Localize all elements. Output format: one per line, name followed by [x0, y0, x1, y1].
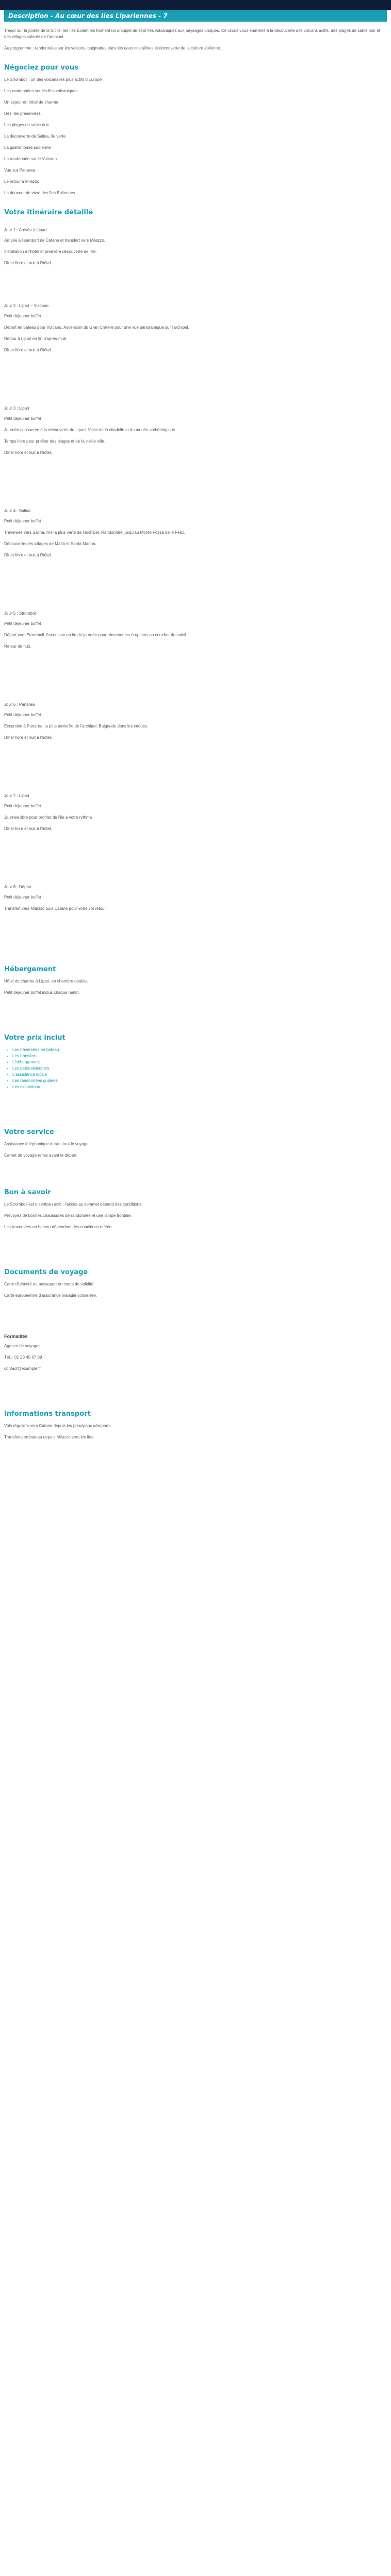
day-paragraph: Journée libre pour profiter de l'île à votre rythme. [4, 815, 93, 820]
contact-phone: Tél. : 01 23 45 67 89 [4, 1355, 42, 1360]
service-paragraph: Carnet de voyage remis avant le départ. [4, 1153, 78, 1158]
day-paragraph: Petit déjeuner buffet [4, 713, 41, 717]
day-title: Jour 6 : Panarea [4, 702, 35, 707]
reason-item: Des îles préservées [4, 111, 41, 116]
reason-item: Les randonnées sur les îles volcaniques [4, 89, 78, 93]
section-title-goodtoknow: Bon à savoir [4, 1189, 51, 1196]
reason-item: Un séjour en hôtel de charme [4, 100, 58, 105]
day-paragraph: Dîner libre et nuit à l'hôtel. [4, 735, 52, 740]
reason-item: Les plages de sable noir [4, 123, 49, 127]
info-paragraph: Vols réguliers vers Catane depuis les principaux aéroports. [4, 1423, 112, 1428]
day-paragraph: Petit déjeuner buffet [4, 804, 41, 808]
day-paragraph: Départ vers Stromboli. Ascension en fin de journée pour observer les éruptions au coucher du soleil. [4, 633, 187, 637]
day-paragraph: Petit déjeuner buffet [4, 895, 41, 900]
day-paragraph: Transfert vers Milazzo puis Catane pour votre vol retour. [4, 906, 107, 911]
section-title-service: Votre service [4, 1128, 54, 1136]
day-paragraph: Départ en bateau pour Vulcano. Ascension du Gran Cratere pour une vue panoramique sur l'archipel. [4, 325, 189, 330]
day-title: Jour 7 : Lipari [4, 793, 29, 798]
intro-paragraph-2: Au programme : randonnées sur les volcans, baignades dans les eaux cristallines et découverte de la culture éolienne. [4, 46, 221, 50]
section-title-documents: Documents de voyage [4, 1268, 88, 1276]
list-item: • Les randonnées guidées [12, 1078, 387, 1084]
day-paragraph: Traversée vers Salina, l'île la plus verte de l'archipel. Randonnée jusqu'au Monte Fossa delle Felci. [4, 530, 185, 535]
goodtoknow-paragraph: Le Stromboli est un volcan actif : l'accès au sommet dépend des conditions. [4, 1202, 143, 1207]
day-paragraph: Retour à Lipari en fin d'après-midi. [4, 336, 68, 341]
day-paragraph: Découverte des villages de Malfa et Santa Marina. [4, 541, 96, 546]
list-item: • Les petits déjeuners [12, 1065, 387, 1072]
included-paragraph: Petit déjeuner buffet inclus chaque matin. [4, 990, 80, 995]
day-paragraph: Arrivée à l'aéroport de Catane et transfert vers Milazzo. [4, 238, 105, 243]
day-title: Jour 1 : Arrivée à Lipari [4, 228, 47, 232]
section-title-included: Hébergement [4, 965, 56, 973]
day-paragraph: Petit déjeuner buffet [4, 621, 41, 626]
section-title-info: Informations transport [4, 1410, 91, 1418]
reason-item: Vue sur Panarea [4, 168, 35, 173]
day-title: Jour 8 : Départ [4, 885, 31, 889]
included-paragraph: Hôtel de charme à Lipari, en chambre double. [4, 979, 88, 984]
goodtoknow-paragraph: Les traversées en bateau dépendent des conditions météo. [4, 1225, 113, 1229]
section-title-reasons: Négociez pour vous [4, 64, 78, 72]
section-title-itinerary: Votre itinéraire détaillé [4, 209, 93, 216]
reason-item: La découverte de Salina, île verte [4, 134, 66, 139]
list-item: • L'hébergement [12, 1059, 387, 1065]
reason-item: La randonnée sur le Vulcano [4, 157, 57, 161]
info-paragraph: Transferts en bateau depuis Milazzo vers les îles. [4, 1435, 95, 1439]
day-title: Jour 5 : Stromboli [4, 611, 37, 616]
top-bar [0, 0, 391, 10]
service-paragraph: Assistance téléphonique durant tout le voyage. [4, 1142, 90, 1146]
reason-item: Le Stromboli : un des volcans les plus actifs d'Europe [4, 77, 102, 82]
day-paragraph: Petit déjeuner buffet [4, 416, 41, 421]
day-paragraph: Retour de nuit. [4, 644, 31, 649]
reason-item: La douceur de vivre des îles Éoliennes [4, 191, 75, 195]
list-item: • Les transferts [12, 1053, 387, 1059]
day-title: Jour 2 : Lipari – Vulcano [4, 303, 48, 308]
day-title: Jour 4 : Salina [4, 509, 31, 513]
day-paragraph: Petit déjeuner buffet [4, 519, 41, 523]
documents-paragraph: Carte européenne d'assurance maladie conseillée. [4, 1293, 97, 1298]
title-band [4, 10, 387, 22]
prices-list [4, 1047, 387, 1090]
reason-item: Le retour à Milazzo [4, 179, 40, 184]
contact-email[interactable]: contact@example.fr [4, 1366, 41, 1371]
content [0, 22, 391, 1440]
day-paragraph: Dîner libre et nuit à l'hôtel. [4, 553, 52, 557]
contact-line: Agence de voyages [4, 1344, 41, 1348]
day-paragraph: Dîner libre et nuit à l'hôtel. [4, 348, 52, 352]
list-item: • Les traversées en bateau [12, 1047, 387, 1053]
contact-heading: Formalités [4, 1334, 28, 1339]
documents-paragraph: Carte d'identité ou passeport en cours de validité. [4, 1282, 95, 1286]
day-paragraph: Excursion à Panarea, la plus petite île de l'archipel. Baignade dans les criques. [4, 724, 149, 728]
day-paragraph: Petit déjeuner buffet [4, 314, 41, 318]
list-item: • Les excursions [12, 1084, 387, 1090]
day-paragraph: Dîner libre et nuit à l'hôtel. [4, 261, 52, 265]
day-paragraph: Journée consacrée à la découverte de Lipari. Visite de la citadelle et du musée archéologique. [4, 428, 176, 432]
day-title: Jour 3 : Lipari [4, 406, 29, 411]
intro-paragraph-1: Trésor sur la pointe de la Sicile, les îles Éoliennes forment un archipel de sept îles volcaniques aux paysages uniques. Ce circuit vous emmène à la découverte des volcans actifs, des plages de sable noir et des villages colorés de l'archipel. [4, 28, 380, 39]
page-title: Description - Au cœur des Iles Lipariennes - 7 [8, 12, 168, 20]
day-paragraph: Temps libre pour profiter des plages et de la vieille ville. [4, 439, 106, 444]
section-title-prices: Votre prix inclut [4, 1034, 66, 1042]
day-paragraph: Dîner libre et nuit à l'hôtel. [4, 450, 52, 455]
list-item: • L'assistance locale [12, 1072, 387, 1078]
day-paragraph: Dîner libre et nuit à l'hôtel. [4, 826, 52, 831]
goodtoknow-paragraph: Prévoyez de bonnes chaussures de randonnée et une lampe frontale. [4, 1213, 132, 1218]
reason-item: La gastronomie sicilienne [4, 145, 51, 150]
day-paragraph: Installation à l'hôtel et première découverte de l'île. [4, 249, 97, 254]
